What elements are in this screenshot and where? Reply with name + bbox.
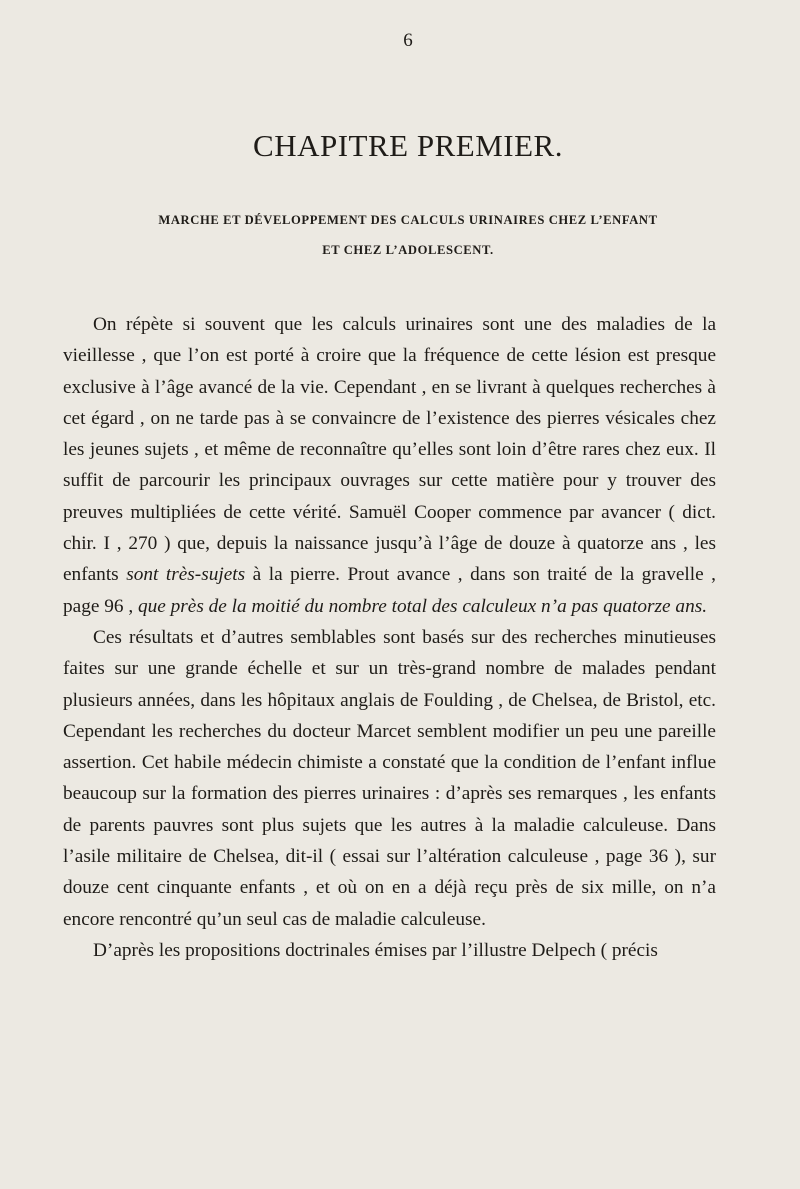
paragraph-3: D’après les propositions doctrinales émises par l’illustre Delpech ( précis — [93, 939, 658, 961]
chapter-subtitle — [100, 205, 716, 265]
paragraph-1-part-c: à la pierre. Prout avance , dans son traité de la gravelle , page 96 , — [63, 564, 716, 617]
subtitle-line-2: ET CHEZ L’ADOLESCENT. — [322, 243, 494, 257]
paragraph-1-emphasis-2: que près de la moitié du nombre total des calculeux n’a pas quatorze ans. — [137, 595, 708, 617]
subtitle-line-1: MARCHE ET DÉVELOPPEMENT DES CALCULS URINAIRES CHEZ L’ENFANT — [158, 213, 658, 227]
paragraph-1-emphasis-1: sont très-sujets — [126, 564, 246, 586]
body-text — [63, 309, 716, 966]
paragraph-2: Ces résultats et d’autres semblables sont basés sur des recherches minutieuses faites sur une grande échelle et sur un très-grand nombre de malades pendant plusieurs années, dans les hôpitaux anglais de Foulding , de Chelsea, de Bristol, etc. Cependant les recherches du docteur Marcet semblent modifier un peu une pareille assertion. Cet habile médecin chimiste a constaté que la condition de l’enfant influe beaucoup sur la formation des pierres urinaires : d’après ses remarques , les enfants de parents pauvres sont plus sujets que les autres à la maladie calculeuse. Dans l’asile militaire de Chelsea, dit-il ( essai sur l’altération calculeuse , page 36 ), sur douze cent cinquante enfants , et où on en a déjà reçu près de six mille, on n’a encore rencontré qu’un seul cas de maladie calculeuse. — [63, 626, 716, 930]
paragraph-1-part-a: On répète si souvent que les calculs urinaires sont une des maladies de la vieillesse , que l’on est porté à croire que la fréquence de cette lésion est presque exclusive à l’âge avancé de la vie. Cependant , en se livrant à quelques recherches à cet égard , on ne tarde pas à se convaincre de l’existence des pierres vésicales chez les jeunes sujets , et même de reconnaître qu’elles sont loin d’être rares chez eux. Il suffit de parcourir les principaux ouvrages sur cette matière pour y trouver des preuves multipliées de cette vérité. Samuël Cooper commence par avancer ( dict. chir. I , 270 ) que, depuis la naissance jusqu’à l’âge de douze à quatorze ans , les enfants — [63, 314, 716, 586]
paragraph-1 — [63, 309, 716, 622]
chapter-title: CHAPITRE PREMIER. — [253, 128, 563, 163]
page-number: 6 — [403, 30, 413, 51]
